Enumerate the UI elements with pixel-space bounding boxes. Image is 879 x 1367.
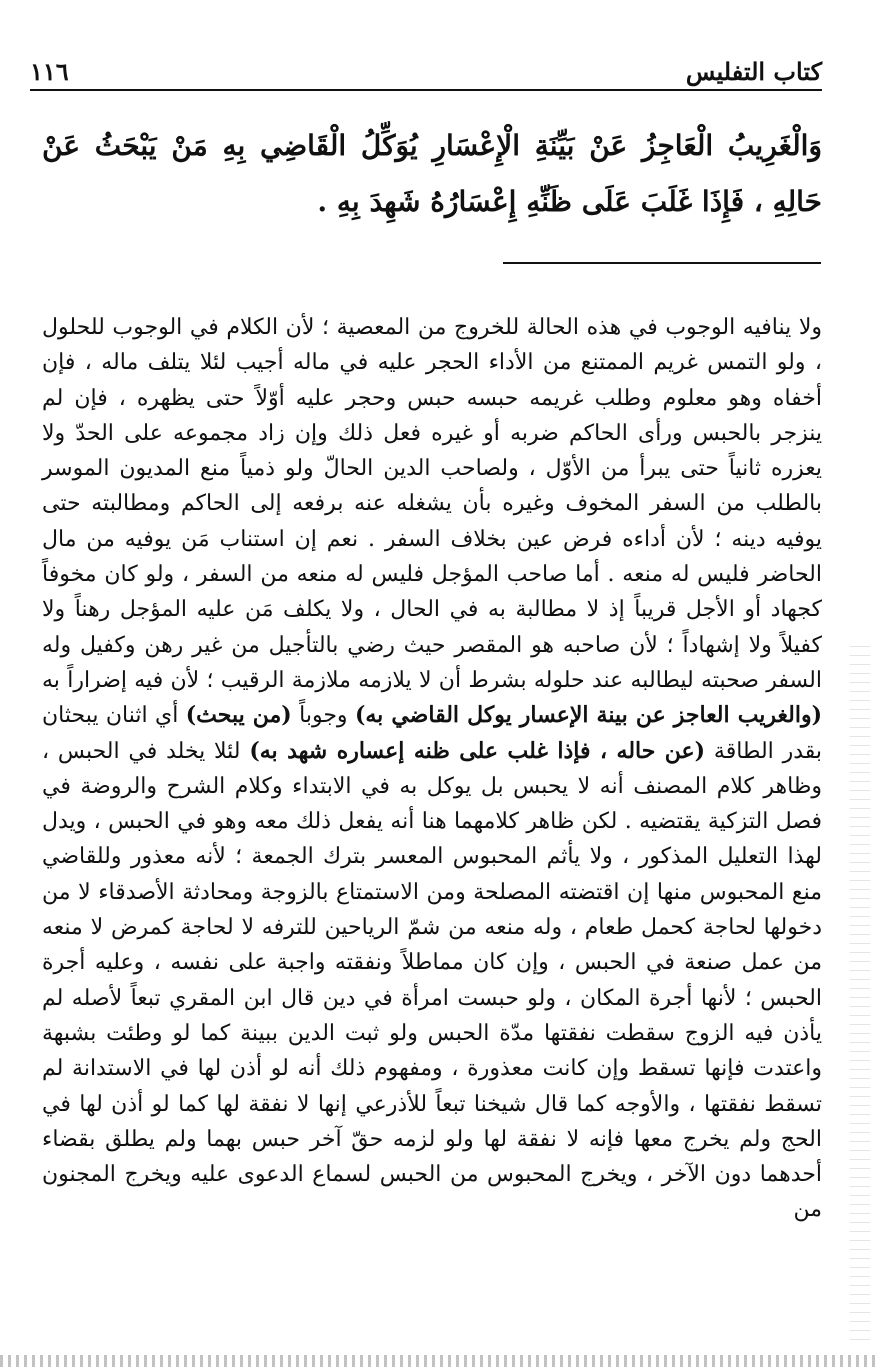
decorative-bottom-border — [0, 1355, 879, 1367]
sharh-segment: أي اثنان يبحثان بقدر الطاقة — [42, 703, 823, 764]
page-number: ١١٦ — [30, 57, 69, 86]
matn-text: وَالْغَرِيبُ الْعَاجِزُ عَنْ بَيِّنَةِ الْإِعْسَارِ يُوَكِّلُ الْقَاضِي بِهِ مَنْ يَبْحَثُ عَنْ حَالِهِ ، فَإِذَا غَلَبَ عَلَى ظَنِّهِ إِعْسَارُهُ شَهِدَ بِهِ . — [42, 129, 822, 218]
quoted-matn: (من يبحث) — [185, 702, 292, 729]
sharh-segment: وجوباً — [299, 703, 348, 729]
scan-edge-noise — [850, 640, 870, 1340]
footnote-separator — [503, 262, 821, 264]
header-rule — [30, 89, 822, 91]
book-title: كتاب التفليس — [685, 57, 822, 86]
running-header — [30, 50, 822, 86]
sharh-segment: لئلا يخلد في الحبس ، وظاهر كلام المصنف أنه لا يحبس بل يوكل به في الابتداء وكلام الشرح والروضة في فصل التزكية يقتضيه . لكن ظاهر كلامهما هنا أنه يفعل ذلك معه وهو في الحبس ، ويدل لهذا التعليل المذكور ، ولا يأثم المحبوس المعسر بترك الجمعة ؛ لأنه معذور وللقاضي منع المحبوس منها إن اقتضته المصلحة ومن الاستمتاع بالزوجة ومحادثة الأصدقاء لا من دخولها لحاجة كحمل طعام ، وله منعه من شمّ الرياحين للترفه لا لحاجة كمرض لا منعه من عمل صنعة في الحبس ، وإن كان مماطلاً ونفقته واجبة على نفسه ، وعليه أجرة الحبس ؛ لأنها أجرة المكان ، ولو حبست امرأة في دين قال ابن المقري تبعاً لأصله لم يأذن فيه الزوج سقطت نفقتها مدّة الحبس ولو ثبت الدين ببينة كما لو وطئت بشبهة واعتدت فإنها تسقط وإن كانت معذورة ، ومفهوم ذلك أنه لو أذن لها في الاستدانة لم تسقط نفقتها ، والأوجه كما قال شيخنا تبعاً للأذرعي إنها لا نفقة لها كما لو أذن لها في الحج ولم يخرج معها فإنه لا نفقة لها ولو لزمه حقّ آخر حبس بهما ولم يطلق بقضاء أحدهما دون الآخر ، ويخرج المحبوس من الحبس لسماع الدعوى عليه ويخرج المجنون من — [42, 738, 822, 1223]
quoted-matn: (عن حاله ، فإذا غلب على ظنه إعساره شهد به) — [249, 737, 706, 764]
sharh-segment: ولا ينافيه الوجوب في هذه الحالة للخروج من المعصية ؛ لأن الكلام في الوجوب للحلول ، ولو التمس غريم الممتنع من الأداء الحجر عليه في ماله أجيب لئلا يتلف ماله ، فإن أخفاه وهو معلوم وطلب غريمه حبسه حبس وحجر عليه أوّلاً حتى يظهره ، فإن لم ينزجر بالحبس ورأى الحاكم ضربه أو غيره فعل ذلك وإن زاد مجموعه على الحدّ ولا يعزره ثانياً حتى يبرأ من الأوّل ، ولصاحب الدين الحالّ ولو ذمياً منع المديون الموسر بالطلب من السفر المخوف وغيره بأن يشغله عنه برفعه إلى الحاكم ومطالبته حتى يوفيه دينه ؛ لأن أداءه فرض عين بخلاف السفر . نعم إن استناب مَن يوفيه من مال الحاضر فليس له منعه . أما صاحب المؤجل فليس له منعه من السفر ، ولو كان مخوفاً كجهاد أو الأجل قريباً إذ لا مطالبة به في الحال ، ولا يكلف مَن عليه المؤجل رهناً ولا كفيلاً ولا إشهاداً ؛ لأن صاحبه هو المقصر حيث رضي بالتأجيل من غير رهن وكفيل وله السفر صحبته ليطالبه عند حلوله بشرط أن لا يلازمه ملازمة الرقيب ؛ لأن فيه إضراراً به — [42, 315, 823, 693]
sharh-text — [42, 310, 822, 1228]
quoted-matn: (والغريب العاجز عن بينة الإعسار يوكل القاضي به) — [354, 702, 823, 729]
